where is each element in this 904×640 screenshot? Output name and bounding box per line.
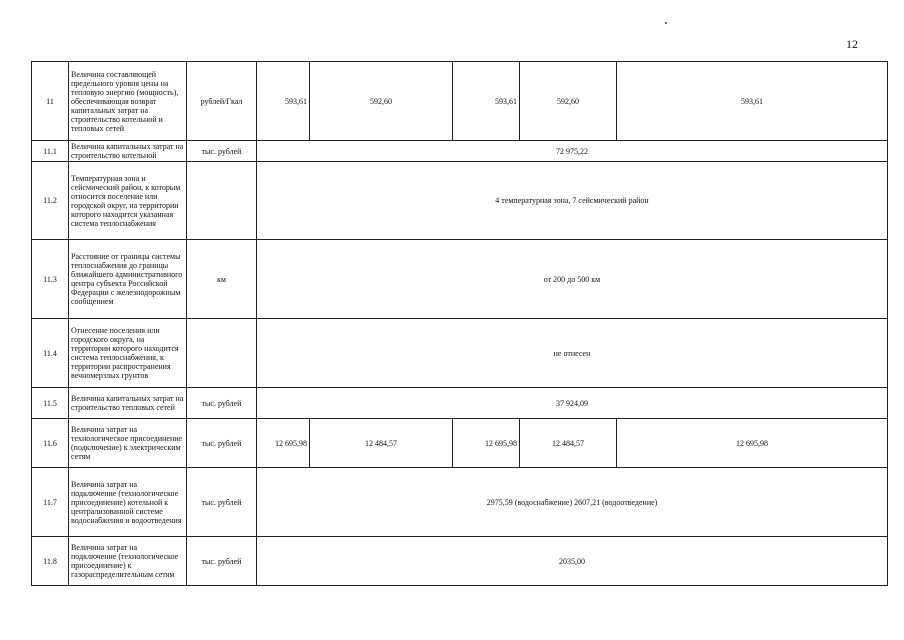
merged-value-cell: не отнесен bbox=[257, 319, 888, 388]
page-number: 12 bbox=[846, 37, 858, 51]
row-unit: км bbox=[187, 240, 257, 319]
tariff-table bbox=[31, 61, 888, 586]
row-number: 11.8 bbox=[32, 537, 69, 586]
merged-value-cell: 72 975,22 bbox=[257, 141, 888, 162]
table-row bbox=[32, 388, 888, 419]
row-number: 11.1 bbox=[32, 141, 69, 162]
row-number: 11.6 bbox=[32, 419, 69, 468]
row-number: 11.5 bbox=[32, 388, 69, 419]
row-number: 11.3 bbox=[32, 240, 69, 319]
merged-value-cell: 2035,00 bbox=[257, 537, 888, 586]
row-number: 11.2 bbox=[32, 162, 69, 240]
table-row bbox=[32, 468, 888, 537]
table-row bbox=[32, 141, 888, 162]
value-cell: 12 695,98 bbox=[617, 419, 888, 468]
row-unit: тыс. рублей bbox=[187, 141, 257, 162]
merged-value-cell: 2975,59 (водоснабжение) 2607,21 (водоотведение) bbox=[257, 468, 888, 537]
value-cell: 592,60 bbox=[520, 62, 617, 141]
table-row bbox=[32, 537, 888, 586]
value-cell: 593,61 bbox=[617, 62, 888, 141]
row-number: 11.7 bbox=[32, 468, 69, 537]
row-name: Величина капитальных затрат на строительство тепловых сетей bbox=[69, 388, 187, 419]
table-row bbox=[32, 319, 888, 388]
table-row bbox=[32, 419, 888, 468]
row-unit: тыс. рублей bbox=[187, 468, 257, 537]
row-name: Температурная зона и сейсмический район, к которым относится поселение или городской округ, на территории которого находится указанная система теплоснабжения bbox=[69, 162, 187, 240]
row-unit: рублей/Гкал bbox=[187, 62, 257, 141]
value-cell: 12 695,98 bbox=[257, 419, 310, 468]
scan-speck bbox=[665, 22, 667, 24]
value-cell: 12 484,57 bbox=[520, 419, 617, 468]
merged-value-cell: 4 температурная зона, 7 сейсмический район bbox=[257, 162, 888, 240]
row-number: 11.4 bbox=[32, 319, 69, 388]
row-name: Отнесение поселения или городского округа, на территории которого находится система теплоснабжения, к территории распространения вечномерзлых грунтов bbox=[69, 319, 187, 388]
table-row bbox=[32, 240, 888, 319]
value-cell: 12 484,57 bbox=[310, 419, 453, 468]
merged-value-cell: от 200 до 500 км bbox=[257, 240, 888, 319]
value-cell: 12 695,98 bbox=[453, 419, 520, 468]
row-unit: тыс. рублей bbox=[187, 537, 257, 586]
row-name: Величина капитальных затрат на строительство котельной bbox=[69, 141, 187, 162]
row-name: Величина затрат на подключение (технологическое присоединение) к газораспределительным сетям bbox=[69, 537, 187, 586]
row-name: Расстояние от границы системы теплоснабжения до границы ближайшего административного центра субъекта Российской Федерации с железнодорожным сообщением bbox=[69, 240, 187, 319]
value-cell: 593,61 bbox=[453, 62, 520, 141]
row-name: Величина затрат на подключение (технологическое присоединение) котельной к централизованной системе водоснабжения и водоотведения bbox=[69, 468, 187, 537]
row-unit bbox=[187, 319, 257, 388]
row-unit bbox=[187, 162, 257, 240]
row-unit: тыс. рублей bbox=[187, 419, 257, 468]
row-name: Величина составляющей предельного уровня цены на тепловую энергию (мощность), обеспечивающая возврат капитальных затрат на строительство котельной и тепловых сетей bbox=[69, 62, 187, 141]
merged-value-cell: 37 924,09 bbox=[257, 388, 888, 419]
value-cell: 592,60 bbox=[310, 62, 453, 141]
value-cell: 593,61 bbox=[257, 62, 310, 141]
table-row bbox=[32, 62, 888, 141]
row-unit: тыс. рублей bbox=[187, 388, 257, 419]
table-row bbox=[32, 162, 888, 240]
row-name: Величина затрат на технологическое присоединение (подключение) к электрическим сетям bbox=[69, 419, 187, 468]
row-number: 11 bbox=[32, 62, 69, 141]
